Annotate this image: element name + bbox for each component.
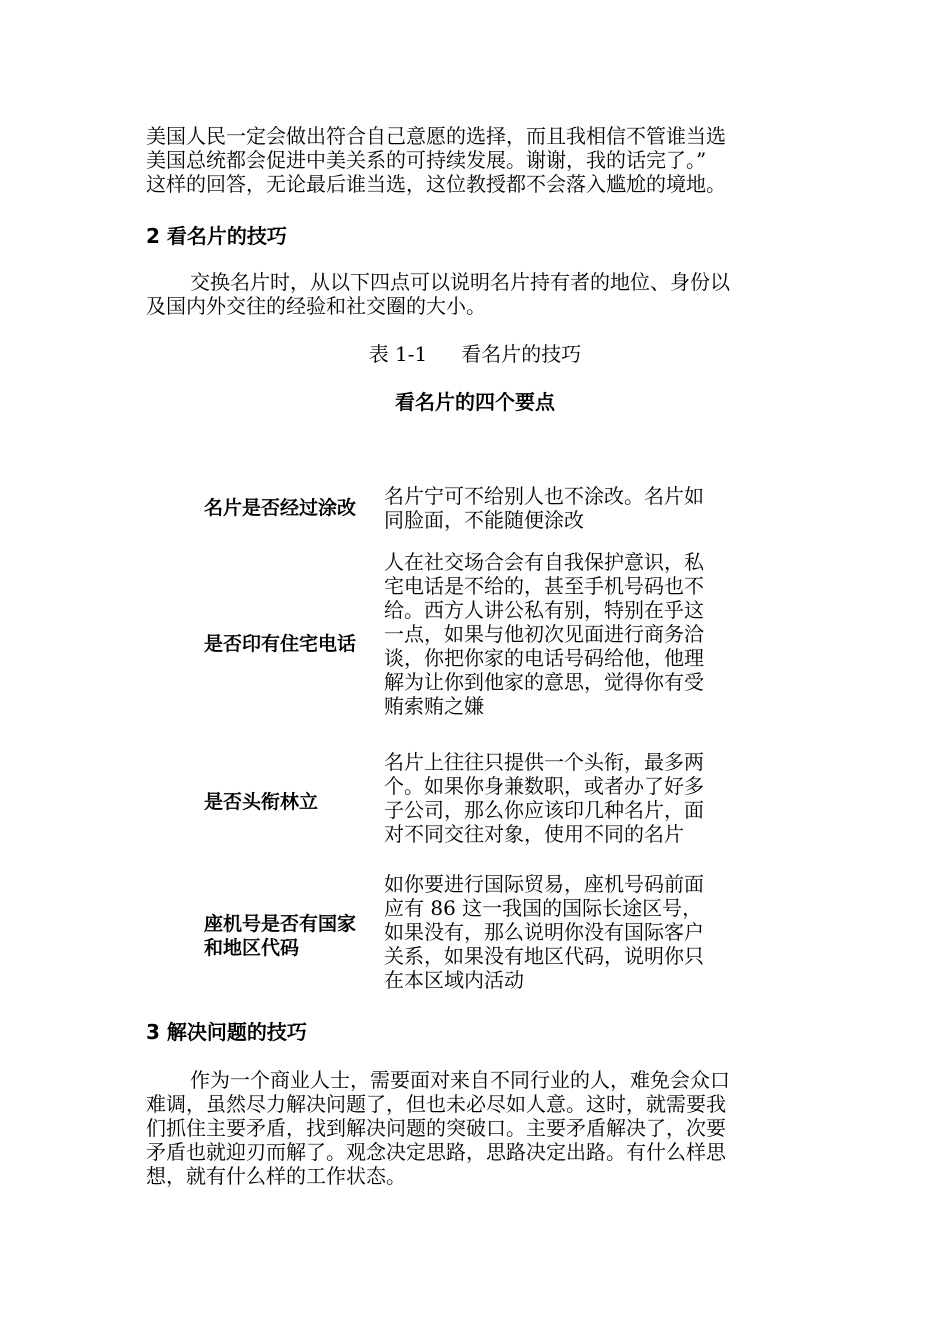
section-heading: 3 解决问题的技巧 <box>146 1020 307 1044</box>
section3-paragraph <box>146 1068 796 1188</box>
row-key: 座机号是否有国家 和地区代码 <box>204 913 357 959</box>
table-caption-text: 看名片的技巧 <box>461 342 582 366</box>
row-value: 人在社交场合会有自我保护意识，私 宅电话是不给的，甚至手机号码也不 给。西方人讲公私有别，特别在乎这 一点，如果与他初次见面进行商务洽 谈，你把你家的电话号码给他，他理 解为让你到他家的意思，觉得你有受 贿索贿之嫌 <box>384 550 704 718</box>
intro-line: 这样的回答，无论最后谁当选，这位教授都不会落入尴尬的境地。 <box>146 172 726 196</box>
paragraph-line: 矛盾也就迎刃而解了。观念决定思路，思路决定出路。有什么样思 <box>146 1140 726 1164</box>
intro-line: 美国总统都会促进中美关系的可持续发展。谢谢，我的话完了。” <box>146 148 707 172</box>
row-key: 是否印有住宅电话 <box>204 633 357 655</box>
section2-paragraph <box>146 270 796 318</box>
paragraph-line: 想，就有什么样的工作状态。 <box>146 1164 406 1188</box>
paragraph-line: 们抓住主要矛盾，找到解决问题的突破口。主要矛盾解决了，次要 <box>146 1116 726 1140</box>
section-heading: 2 看名片的技巧 <box>146 224 287 248</box>
row-value: 名片宁可不给别人也不涂改。名片如 同脸面，不能随便涂改 <box>384 484 704 532</box>
row-value: 如你要进行国际贸易，座机号码前面 应有 86 这一我国的国际长途区号， 如果没有，那么说明你没有国际客户 关系，如果没有地区代码，说明你只 在本区域内活动 <box>384 872 704 992</box>
row-value: 名片上往往只提供一个头衔，最多两 个。如果你身兼数职，或者办了好多 子公司，那么你应该印几种名片，面 对不同交往对象，使用不同的名片 <box>384 750 704 846</box>
intro-line: 美国人民一定会做出符合自己意愿的选择，而且我相信不管谁当选 <box>146 124 726 148</box>
paragraph-line: 交换名片时，从以下四点可以说明名片持有者的地位、身份以 <box>190 270 730 294</box>
paragraph-line: 难调，虽然尽力解决问题了，但也未必尽如人意。这时，就需要我 <box>146 1092 726 1116</box>
paragraph-line: 作为一个商业人士，需要面对来自不同行业的人，难免会众口 <box>190 1068 730 1092</box>
row-key: 名片是否经过涂改 <box>204 497 357 519</box>
row-key: 是否头衔林立 <box>204 791 319 813</box>
table-caption <box>0 342 950 366</box>
paragraph-line: 及国内外交往的经验和社交圈的大小。 <box>146 294 486 318</box>
table-caption-number: 表 1-1 <box>368 342 428 366</box>
table-title: 看名片的四个要点 <box>395 390 555 414</box>
intro-paragraph <box>146 124 796 196</box>
